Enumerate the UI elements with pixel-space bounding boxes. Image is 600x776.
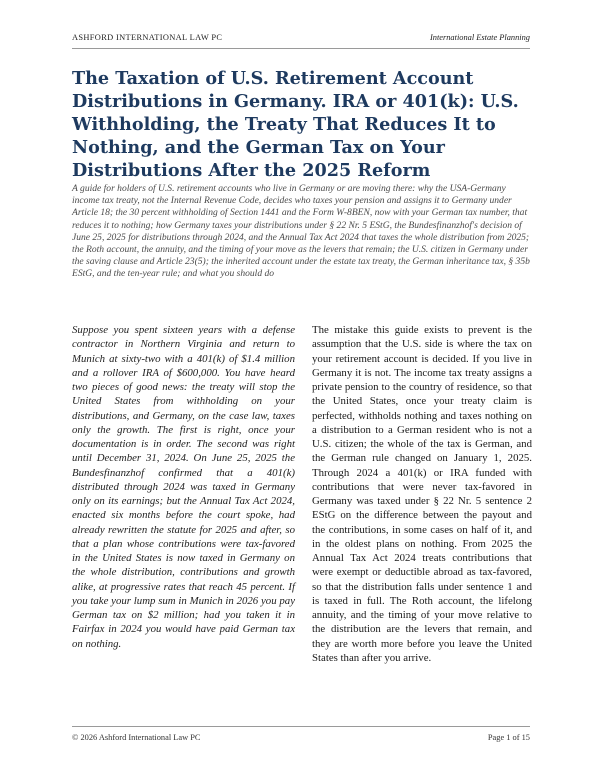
header-divider	[72, 48, 530, 49]
body-column-right: The mistake this guide exists to prevent is the assumption that the U.S. side is where the tax on your retirement account is decided. If you live in Germany it is not. The income tax treaty assigns a private pension to the country of residence, so that the United States, once your treaty claim is perfected, withholds nothing and taxes nothing on a distribution to a German resident who is not a U.S. citizen; the whole of the tax is German, and the German rule changed on January 1, 2025. Through 2024 a 401(k) or IRA funded with contributions that were never tax-favored in Germany was taxed under § 22 Nr. 5 sentence 2 EStG on the difference between the payout and the contributions, in some cases on half of it, and in the oldest plans on nothing. From 2025 the Annual Tax Act 2024 treats contributions that were exempt or deductible abroad as tax-favored, so that the distribution falls under sentence 1 and is taxed in full. The Roth account, the lifelong annuity, and the timing of your move relative to the distribution are the levers that remain, and they are worth more before you leave the United States than after you arrive.	[312, 324, 532, 664]
page-number: Page 1 of 15	[487, 733, 530, 742]
page-header	[72, 33, 530, 47]
footer-divider	[72, 726, 530, 727]
article-abstract: A guide for holders of U.S. retirement accounts who live in Germany or are moving there: why the USA-Germany income tax treaty, not the Internal Revenue Code, decides who taxes your pension and assigns it to Germany under Article 18; the 30 percent withholding of Section 1441 and the Form W-8BEN, now with your German tax number, that reduces it to nothing; how Germany taxes your distributions under § 22 Nr. 5 EStG, the Bundesfinanzhof's decision of June 25, 2025 for distributions through 2024, and the Annual Tax Act 2024 that taxes the whole distribution from 2025; the Roth account, the annuity, and the timing of your move as the levers that remain; the U.S. citizen in Germany under the saving clause and Article 23(5); the inherited account under the estate tax treaty, the German inheritance tax, § 35b EStG, and the ten-year rule; and what you should do	[72, 183, 530, 280]
page-footer	[72, 733, 530, 747]
article-title: The Taxation of U.S. Retirement Account Distributions in Germany. IRA or 401(k): U.S. Withholding, the Treaty That Reduces It to Nothing, and the German Tax on Your Distributions After the 2025 Reform	[72, 68, 519, 182]
section-name: International Estate Planning	[429, 33, 530, 42]
copyright-notice: © 2026 Ashford International Law PC	[72, 733, 201, 742]
firm-name: ASHFORD INTERNATIONAL LAW PC	[72, 33, 223, 42]
body-column-left: Suppose you spent sixteen years with a defense contractor in Northern Virginia and return to Munich at sixty-two with a 401(k) of $1.4 million and a rollover IRA of $600,000. You have heard two pieces of good news: the treaty will stop the United States from withholding on your distributions, and Germany, on the case law, taxes only the growth. The first is right, once your documentation is in order. The second was right until December 31, 2024. On June 25, 2025 the Bundesfinanzhof confirmed that a 401(k) distributed through 2024 was taxed in Germany only on its earnings; but the Annual Tax Act 2024, enacted six months before the court spoke, had already rewritten the statute for 2025 and after, so that a plan whose contributions were tax-favored in the United States is now taxed in Germany on the whole distribution, contributions and growth alike, at progressive rates that reach 45 percent. If you take your lump sum in Munich in 2026 you pay German tax on $2 million; had you taken it in Fairfax in 2024 you would have paid German tax on nothing.	[72, 324, 295, 650]
